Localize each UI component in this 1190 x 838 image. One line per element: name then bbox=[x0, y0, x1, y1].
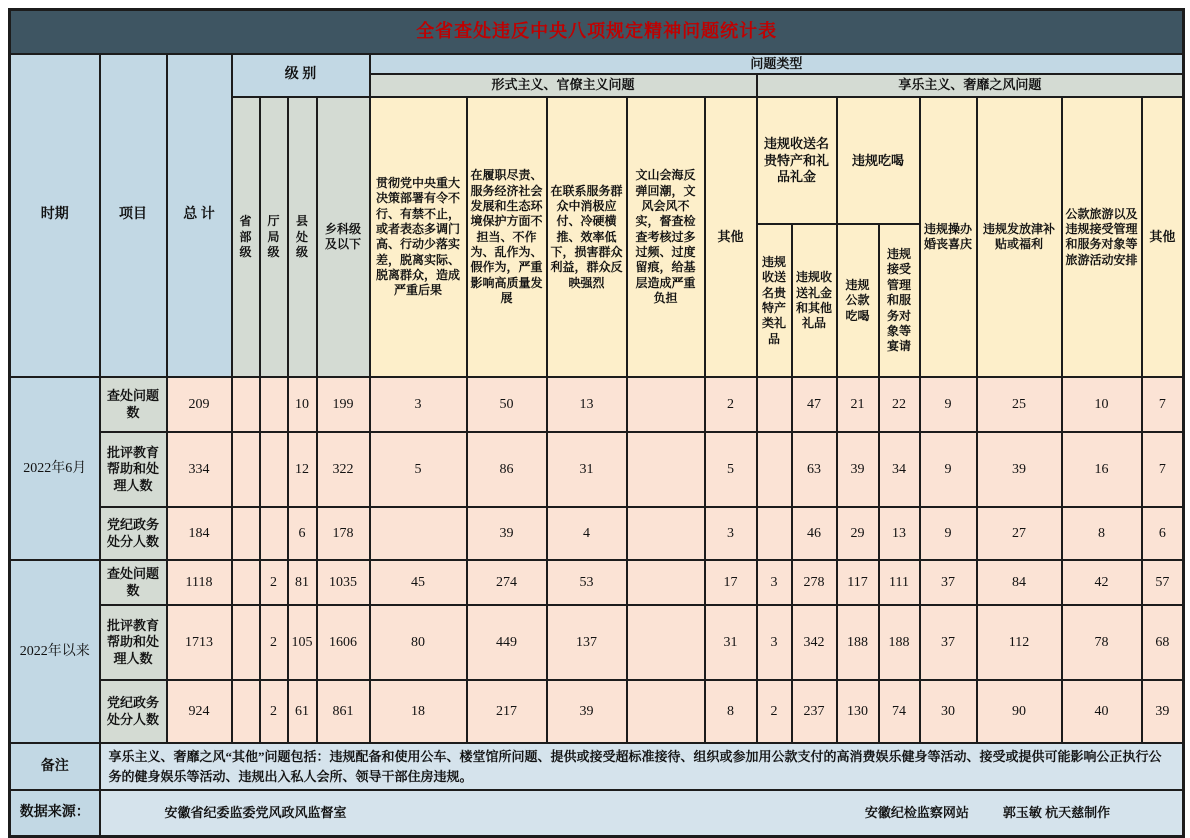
data-cell: 2 bbox=[260, 680, 288, 743]
data-cell: 13 bbox=[879, 507, 920, 560]
data-cell bbox=[260, 432, 288, 507]
data-cell bbox=[232, 377, 260, 432]
header-level-county: 县处级 bbox=[288, 97, 317, 377]
data-cell: 2 bbox=[260, 605, 288, 680]
header-col-specialty-gifts: 违规收送名贵特产类礼品 bbox=[757, 224, 792, 377]
data-cell: 1118 bbox=[167, 560, 232, 605]
data-cell: 50 bbox=[467, 377, 547, 432]
source-row bbox=[100, 790, 1184, 836]
data-cell: 29 bbox=[837, 507, 879, 560]
data-cell bbox=[232, 560, 260, 605]
data-cell: 57 bbox=[1142, 560, 1184, 605]
data-cell: 334 bbox=[167, 432, 232, 507]
data-cell: 322 bbox=[317, 432, 370, 507]
data-cell bbox=[232, 680, 260, 743]
data-cell: 37 bbox=[920, 605, 977, 680]
data-cell: 5 bbox=[370, 432, 467, 507]
data-cell: 37 bbox=[920, 560, 977, 605]
source-site: 安徽纪检监察网站 bbox=[864, 804, 969, 820]
data-cell: 178 bbox=[317, 507, 370, 560]
data-cell: 27 bbox=[977, 507, 1062, 560]
data-cell: 199 bbox=[317, 377, 370, 432]
data-cell: 47 bbox=[792, 377, 837, 432]
period-cell-june: 2022年6月 bbox=[10, 377, 100, 560]
period-cell-ytd: 2022年以来 bbox=[10, 560, 100, 743]
data-cell: 209 bbox=[167, 377, 232, 432]
data-cell bbox=[232, 432, 260, 507]
data-cell: 2 bbox=[757, 680, 792, 743]
header-formalism-group: 形式主义、官僚主义问题 bbox=[370, 74, 757, 97]
data-cell: 22 bbox=[879, 377, 920, 432]
item-cell: 批评教育帮助和处理人数 bbox=[100, 432, 167, 507]
data-cell: 78 bbox=[1062, 605, 1142, 680]
data-cell: 9 bbox=[920, 507, 977, 560]
data-cell: 40 bbox=[1062, 680, 1142, 743]
data-cell: 39 bbox=[547, 680, 627, 743]
data-cell: 63 bbox=[792, 432, 837, 507]
data-cell: 18 bbox=[370, 680, 467, 743]
data-cell: 1713 bbox=[167, 605, 232, 680]
data-cell: 237 bbox=[792, 680, 837, 743]
data-cell bbox=[627, 507, 705, 560]
header-col-banquets: 违规接受管理和服务对象等宴请 bbox=[879, 224, 920, 377]
remark-label: 备注 bbox=[10, 743, 100, 790]
header-total: 总 计 bbox=[167, 54, 232, 378]
header-level-township: 乡科级及以下 bbox=[317, 97, 370, 377]
data-cell: 9 bbox=[920, 432, 977, 507]
data-cell: 8 bbox=[705, 680, 757, 743]
data-cell: 39 bbox=[837, 432, 879, 507]
data-cell: 117 bbox=[837, 560, 879, 605]
data-cell: 3 bbox=[757, 560, 792, 605]
header-period: 时期 bbox=[10, 54, 100, 378]
data-cell: 90 bbox=[977, 680, 1062, 743]
item-cell: 党纪政务处分人数 bbox=[100, 507, 167, 560]
header-gifts-group: 违规收送名贵特产和礼品礼金 bbox=[757, 97, 837, 224]
data-cell: 31 bbox=[547, 432, 627, 507]
data-cell: 10 bbox=[288, 377, 317, 432]
header-col-travel: 公款旅游以及违规接受管理和服务对象等旅游活动安排 bbox=[1062, 97, 1142, 377]
header-problem-type-group: 问题类型 bbox=[370, 54, 1184, 75]
data-cell: 81 bbox=[288, 560, 317, 605]
data-cell: 861 bbox=[317, 680, 370, 743]
data-cell: 1606 bbox=[317, 605, 370, 680]
header-col-allowances: 违规发放津补贴或福利 bbox=[977, 97, 1062, 377]
data-cell: 86 bbox=[467, 432, 547, 507]
data-cell: 3 bbox=[370, 377, 467, 432]
header-dining-group: 违规吃喝 bbox=[837, 97, 920, 224]
data-cell bbox=[757, 507, 792, 560]
data-cell: 7 bbox=[1142, 432, 1184, 507]
data-cell: 130 bbox=[837, 680, 879, 743]
data-cell: 10 bbox=[1062, 377, 1142, 432]
header-col-meetings: 文山会海反弹回潮，文风会风不实，督查检查考核过多过频、过度留痕，给基层造成严重负担 bbox=[627, 97, 705, 377]
data-cell: 111 bbox=[879, 560, 920, 605]
data-cell bbox=[757, 377, 792, 432]
data-cell: 39 bbox=[467, 507, 547, 560]
data-cell: 278 bbox=[792, 560, 837, 605]
data-cell bbox=[260, 507, 288, 560]
data-cell: 84 bbox=[977, 560, 1062, 605]
data-cell: 2 bbox=[260, 560, 288, 605]
data-cell: 46 bbox=[792, 507, 837, 560]
data-cell: 68 bbox=[1142, 605, 1184, 680]
data-cell bbox=[627, 560, 705, 605]
data-cell bbox=[627, 432, 705, 507]
header-hedonism-group: 享乐主义、奢靡之风问题 bbox=[757, 74, 1184, 97]
data-cell: 39 bbox=[977, 432, 1062, 507]
data-cell: 16 bbox=[1062, 432, 1142, 507]
data-cell: 53 bbox=[547, 560, 627, 605]
item-cell: 查处问题数 bbox=[100, 560, 167, 605]
item-cell: 批评教育帮助和处理人数 bbox=[100, 605, 167, 680]
data-cell bbox=[627, 377, 705, 432]
source-credit: 郭玉敏 杭天慈制作 bbox=[1002, 804, 1111, 820]
data-cell: 3 bbox=[705, 507, 757, 560]
data-cell: 184 bbox=[167, 507, 232, 560]
data-cell: 34 bbox=[879, 432, 920, 507]
data-cell: 6 bbox=[288, 507, 317, 560]
data-cell: 21 bbox=[837, 377, 879, 432]
header-col-formalism-other: 其他 bbox=[705, 97, 757, 377]
data-cell: 31 bbox=[705, 605, 757, 680]
item-cell: 查处问题数 bbox=[100, 377, 167, 432]
data-cell: 13 bbox=[547, 377, 627, 432]
header-col-cash-gifts: 违规收送礼金和其他礼品 bbox=[792, 224, 837, 377]
main-table bbox=[8, 8, 1185, 838]
data-cell bbox=[232, 507, 260, 560]
data-cell: 30 bbox=[920, 680, 977, 743]
statistics-table bbox=[8, 8, 1185, 838]
header-level-group: 级 别 bbox=[232, 54, 370, 98]
data-cell: 924 bbox=[167, 680, 232, 743]
data-cell: 342 bbox=[792, 605, 837, 680]
page-title: 全省查处违反中央八项规定精神问题统计表 bbox=[10, 10, 1184, 54]
data-cell: 17 bbox=[705, 560, 757, 605]
data-cell: 274 bbox=[467, 560, 547, 605]
data-cell bbox=[757, 432, 792, 507]
data-cell: 2 bbox=[705, 377, 757, 432]
data-cell: 188 bbox=[879, 605, 920, 680]
data-cell: 7 bbox=[1142, 377, 1184, 432]
data-cell: 45 bbox=[370, 560, 467, 605]
data-cell: 5 bbox=[705, 432, 757, 507]
data-cell bbox=[370, 507, 467, 560]
data-cell: 80 bbox=[370, 605, 467, 680]
data-cell: 3 bbox=[757, 605, 792, 680]
data-cell bbox=[627, 680, 705, 743]
data-cell: 6 bbox=[1142, 507, 1184, 560]
data-cell: 112 bbox=[977, 605, 1062, 680]
data-cell bbox=[627, 605, 705, 680]
data-cell: 449 bbox=[467, 605, 547, 680]
header-col-public-dining: 违规公款吃喝 bbox=[837, 224, 879, 377]
data-cell: 217 bbox=[467, 680, 547, 743]
data-cell: 4 bbox=[547, 507, 627, 560]
source-left: 安徽省纪委监委党风政风监督室 bbox=[164, 804, 347, 820]
data-cell: 105 bbox=[288, 605, 317, 680]
source-label: 数据来源： bbox=[10, 790, 100, 836]
header-col-masses: 在联系服务群众中消极应付、冷硬横推、效率低下，损害群众利益，群众反映强烈 bbox=[547, 97, 627, 377]
remark-text: 享乐主义、奢靡之风“其他”问题包括：违规配备和使用公车、楼堂馆所问题、提供或接受超标准接待、组织或参加用公款支付的高消费娱乐健身等活动、接受或提供可能影响公正执行公务的健身娱乐等活动、违规出入私人会所、领导干部住房违规。 bbox=[100, 743, 1184, 790]
header-item: 项目 bbox=[100, 54, 167, 378]
data-cell: 25 bbox=[977, 377, 1062, 432]
data-cell: 12 bbox=[288, 432, 317, 507]
header-level-department: 厅局级 bbox=[260, 97, 288, 377]
item-cell: 党纪政务处分人数 bbox=[100, 680, 167, 743]
data-cell: 61 bbox=[288, 680, 317, 743]
data-cell: 188 bbox=[837, 605, 879, 680]
data-cell: 39 bbox=[1142, 680, 1184, 743]
data-cell: 74 bbox=[879, 680, 920, 743]
data-cell: 137 bbox=[547, 605, 627, 680]
header-col-decisions: 贯彻党中央重大决策部署有令不行、有禁不止，或者表态多调门高、行动少落实差，脱离实际、脱离群众，造成严重后果 bbox=[370, 97, 467, 377]
data-cell bbox=[260, 377, 288, 432]
data-cell: 9 bbox=[920, 377, 977, 432]
header-col-hedonism-other: 其他 bbox=[1142, 97, 1184, 377]
data-cell: 42 bbox=[1062, 560, 1142, 605]
data-cell: 1035 bbox=[317, 560, 370, 605]
header-col-weddings: 违规操办婚丧喜庆 bbox=[920, 97, 977, 377]
header-level-province: 省部级 bbox=[232, 97, 260, 377]
data-cell bbox=[232, 605, 260, 680]
header-col-duty: 在履职尽责、服务经济社会发展和生态环境保护方面不担当、不作为、乱作为、假作为，严重影响高质量发展 bbox=[467, 97, 547, 377]
data-cell: 8 bbox=[1062, 507, 1142, 560]
